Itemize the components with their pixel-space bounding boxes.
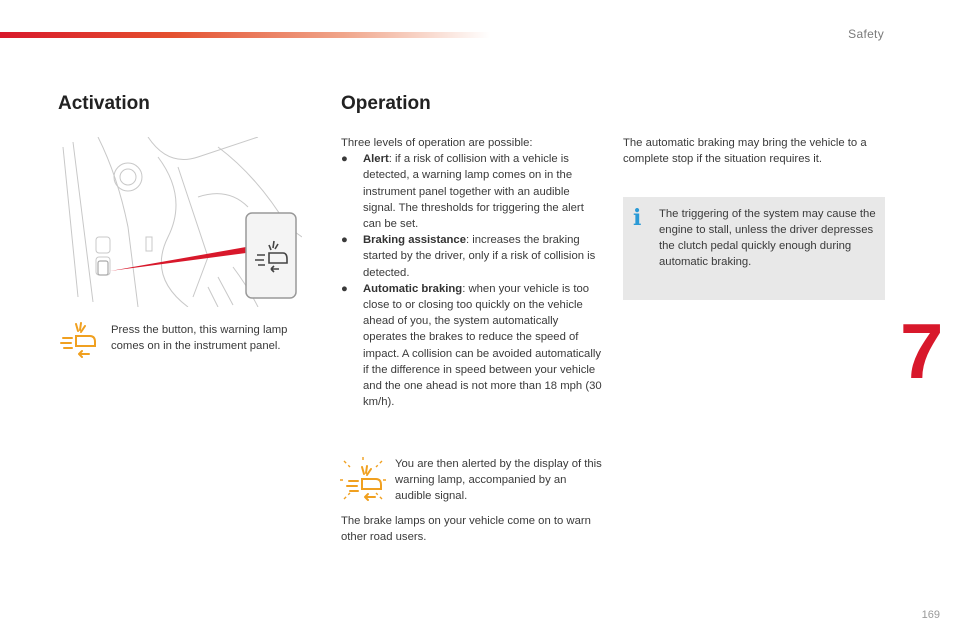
- chapter-number: 7: [900, 307, 944, 395]
- term-braking-assistance: Braking assistance: [363, 234, 466, 247]
- chapter-title: Safety: [848, 27, 884, 41]
- bullet: ●: [341, 282, 348, 295]
- automatic-braking-note: The automatic braking may bring the vehicle to a complete stop if the situation requires it.: [623, 137, 867, 166]
- collision-warning-icon: [60, 322, 98, 358]
- activation-heading: Activation: [58, 93, 150, 114]
- header-accent-bar: [0, 32, 490, 38]
- flashing-warning-icon: [340, 457, 386, 503]
- list-item: [341, 151, 603, 232]
- list-item: [341, 281, 603, 411]
- page-number: 169: [921, 609, 940, 621]
- item-text: : when your vehicle is too close to or closing too quickly on the vehicle ahead of you, the system automatically operates the brakes to reduce the speed of impact. A collision can be avoided automatically if the difference in speed between your vehicle and the one ahead is not more than 18 mph (30 km/h).: [363, 282, 602, 409]
- operation-description: [341, 135, 603, 410]
- bullet: ●: [341, 153, 348, 166]
- dashboard-button-illustration: [58, 137, 302, 307]
- list-item: [341, 232, 603, 281]
- alert-text: You are then alerted by the display of this warning lamp, accompanied by an audible signal.: [395, 458, 602, 502]
- bullet: ●: [341, 234, 348, 247]
- operation-intro: Three levels of operation are possible:: [341, 137, 533, 149]
- term-alert: Alert: [363, 153, 389, 166]
- activation-press-text: Press the button, this warning lamp comes on in the instrument panel.: [111, 324, 288, 352]
- item-text: : increases the braking started by the driver, only if a risk of collision is detected.: [363, 234, 596, 279]
- term-automatic-braking: Automatic braking: [363, 282, 463, 295]
- info-text: The triggering of the system may cause the engine to stall, unless the driver depresses the clutch pedal quickly enough during automatic braking.: [659, 208, 876, 268]
- brake-lamps-text: The brake lamps on your vehicle come on to warn other road users.: [341, 515, 591, 543]
- operation-heading: Operation: [341, 93, 431, 114]
- info-icon: i: [633, 205, 642, 231]
- item-text: : if a risk of collision with a vehicle is detected, a warning lamp comes on in the instrument panel together with an audible signal. The thresholds for triggering the alert can be set.: [363, 153, 584, 231]
- info-box: [623, 197, 885, 300]
